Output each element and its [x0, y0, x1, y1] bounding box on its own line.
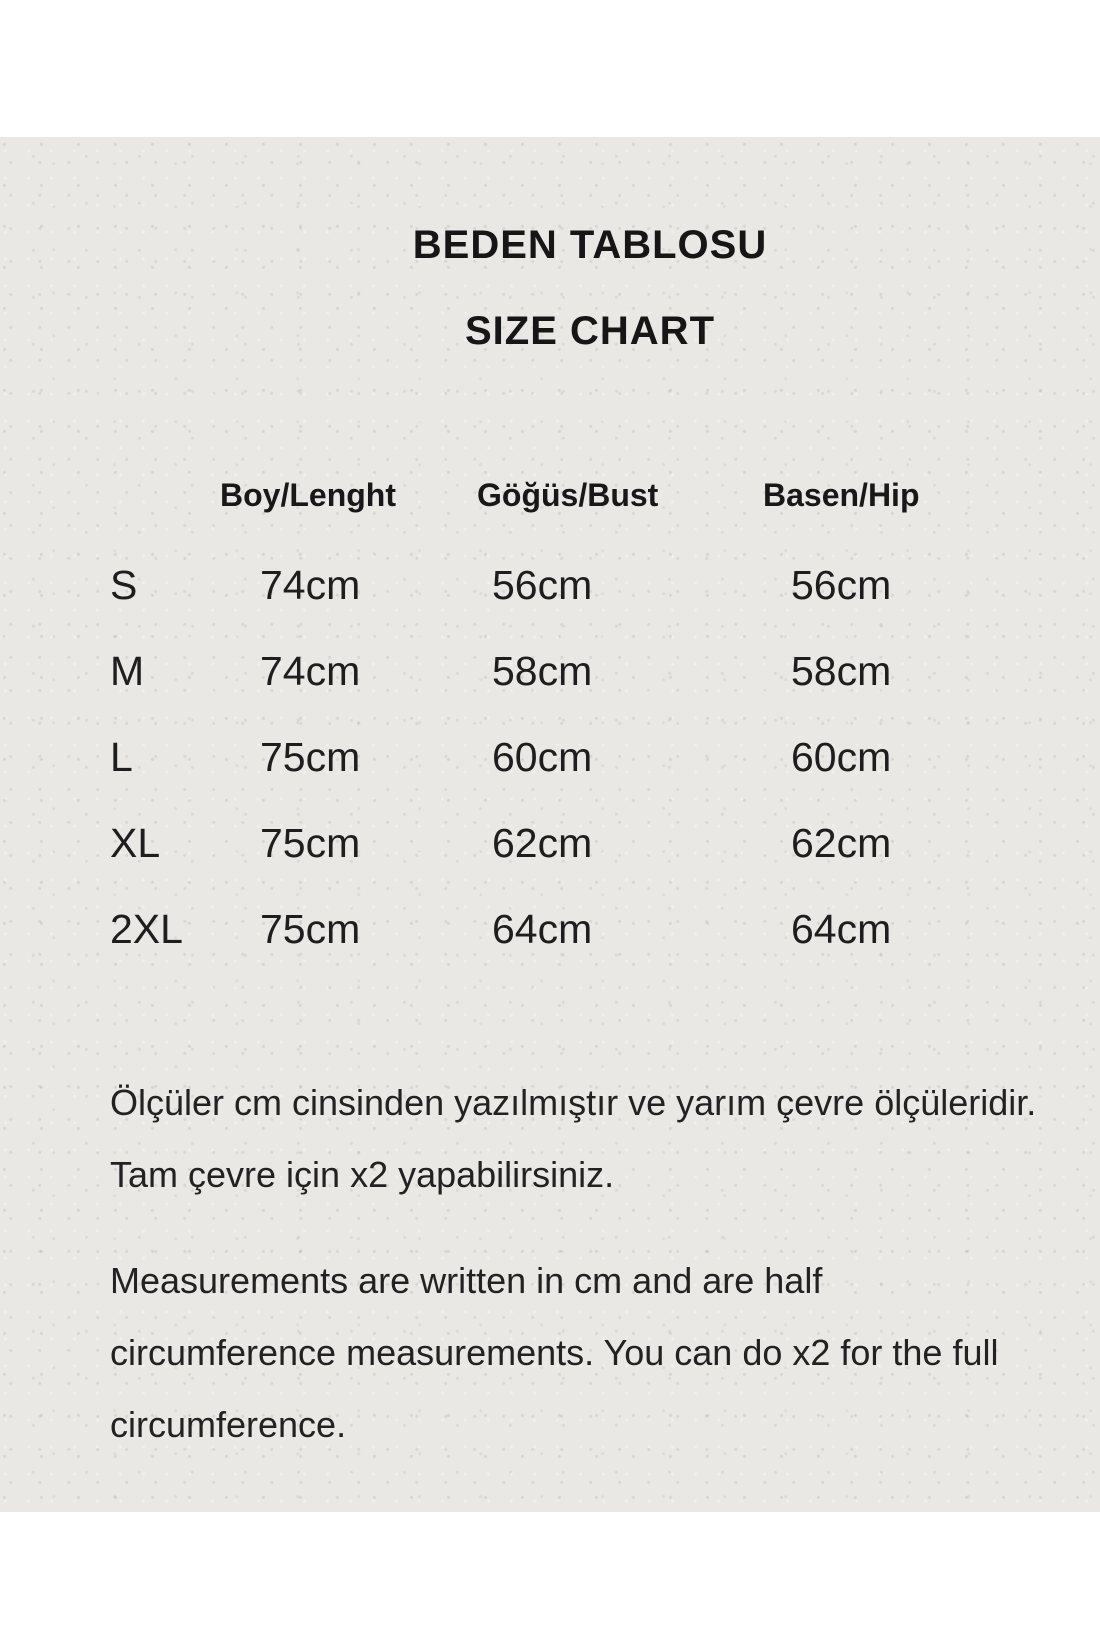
bust-value: 62cm	[492, 820, 593, 866]
length-value: 74cm	[260, 648, 361, 694]
table-row-m	[0, 648, 1100, 698]
size-label: S	[110, 562, 138, 608]
size-label: 2XL	[110, 906, 183, 952]
column-header-bust: Göğüs/Bust	[477, 477, 659, 513]
column-header-length: Boy/Lenght	[220, 477, 396, 513]
size-label: XL	[110, 820, 161, 866]
length-value: 75cm	[260, 820, 361, 866]
table-row-xl	[0, 820, 1100, 870]
hip-value: 64cm	[791, 906, 892, 952]
size-chart-card	[0, 137, 1100, 1512]
bust-value: 56cm	[492, 562, 593, 608]
table-row-2xl	[0, 906, 1100, 956]
title-english: SIZE CHART	[465, 309, 715, 353]
length-value: 75cm	[260, 734, 361, 780]
table-row-l	[0, 734, 1100, 784]
table-row-s	[0, 562, 1100, 612]
hip-value: 58cm	[791, 648, 892, 694]
hip-value: 56cm	[791, 562, 892, 608]
bust-value: 60cm	[492, 734, 593, 780]
bust-value: 58cm	[492, 648, 593, 694]
hip-value: 62cm	[791, 820, 892, 866]
title-turkish: BEDEN TABLOSU	[412, 223, 768, 267]
size-label: M	[110, 648, 145, 694]
size-label: L	[110, 734, 133, 780]
column-header-hip: Basen/Hip	[763, 477, 920, 513]
note-turkish: Ölçüler cm cinsinden yazılmıştır ve yarım çevre ölçüleridir. Tam çevre için x2 yapabilirsiniz.	[110, 1082, 1037, 1195]
hip-value: 60cm	[791, 734, 892, 780]
bust-value: 64cm	[492, 906, 593, 952]
length-value: 75cm	[260, 906, 361, 952]
length-value: 74cm	[260, 562, 361, 608]
note-english: Measurements are written in cm and are half circumference measurements. You can do x2 for the full circumference.	[110, 1260, 999, 1445]
